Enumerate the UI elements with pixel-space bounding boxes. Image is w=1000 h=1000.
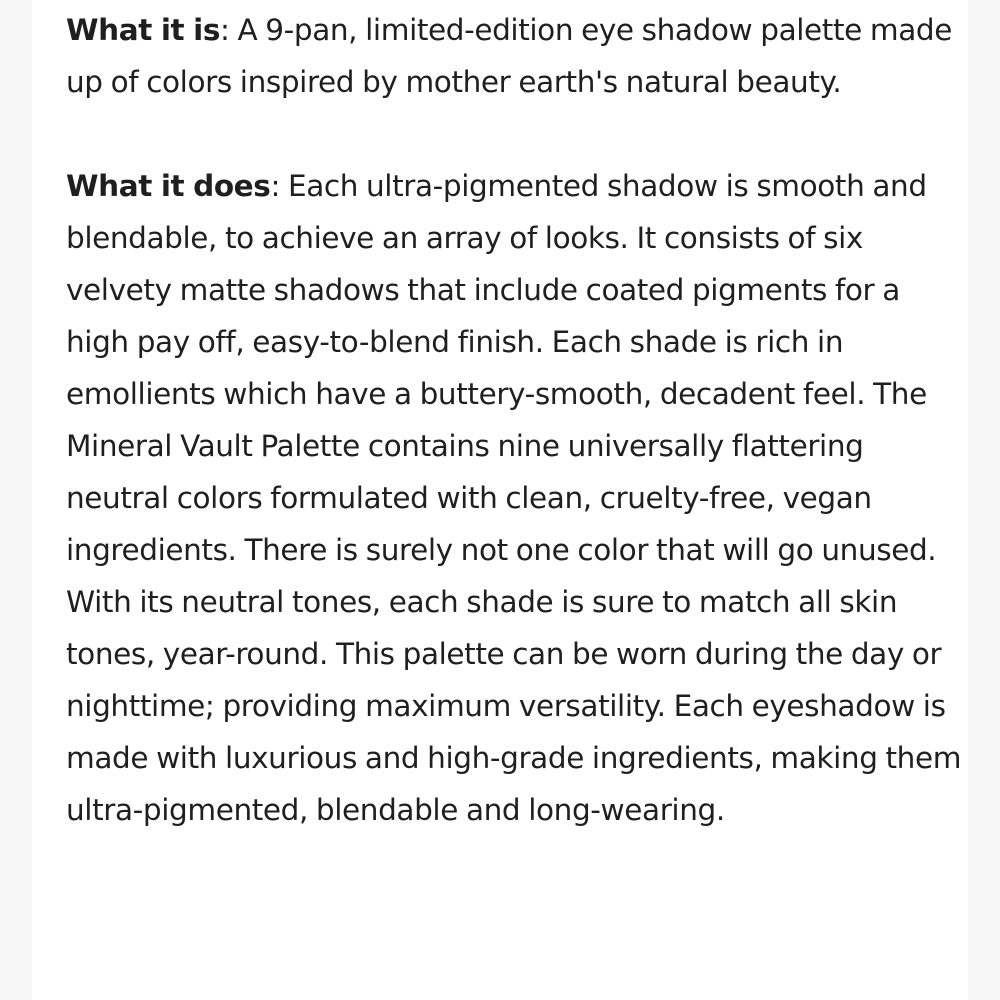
what-it-is-text: A 9-pan, limited-edition eye shadow palette made up of colors inspired by mother earth's natural beauty. bbox=[66, 13, 952, 99]
product-description-card bbox=[32, 0, 968, 1000]
product-description bbox=[66, 4, 966, 836]
what-it-does-text: Each ultra-pigmented shadow is smooth and blendable, to achieve an array of looks. It consists of six velvety matte shadows that include coated pigments for a high pay off, easy-to-blend finish. Each shade is rich in emollients which have a buttery-smooth, decadent feel. The Mineral Vault Palette contains nine universally flattering neutral colors formulated with clean, cruelty-free, vegan ingredients. There is surely not one color that will go unused. With its neutral tones, each shade is sure to match all skin tones, year-round. This palette can be worn during the day or nighttime; providing maximum versatility. Each eyeshadow is made with luxurious and high-grade ingredients, making them ultra-pigmented, blendable and long-wearing. bbox=[66, 169, 962, 827]
what-it-is-separator: : bbox=[219, 13, 230, 47]
what-it-does-label: What it does bbox=[66, 169, 271, 203]
what-it-is-paragraph bbox=[66, 4, 966, 108]
what-it-does-separator: : bbox=[270, 169, 281, 203]
what-it-does-paragraph bbox=[66, 160, 966, 836]
what-it-is-label: What it is bbox=[66, 13, 220, 47]
paragraph-spacer bbox=[66, 108, 966, 160]
